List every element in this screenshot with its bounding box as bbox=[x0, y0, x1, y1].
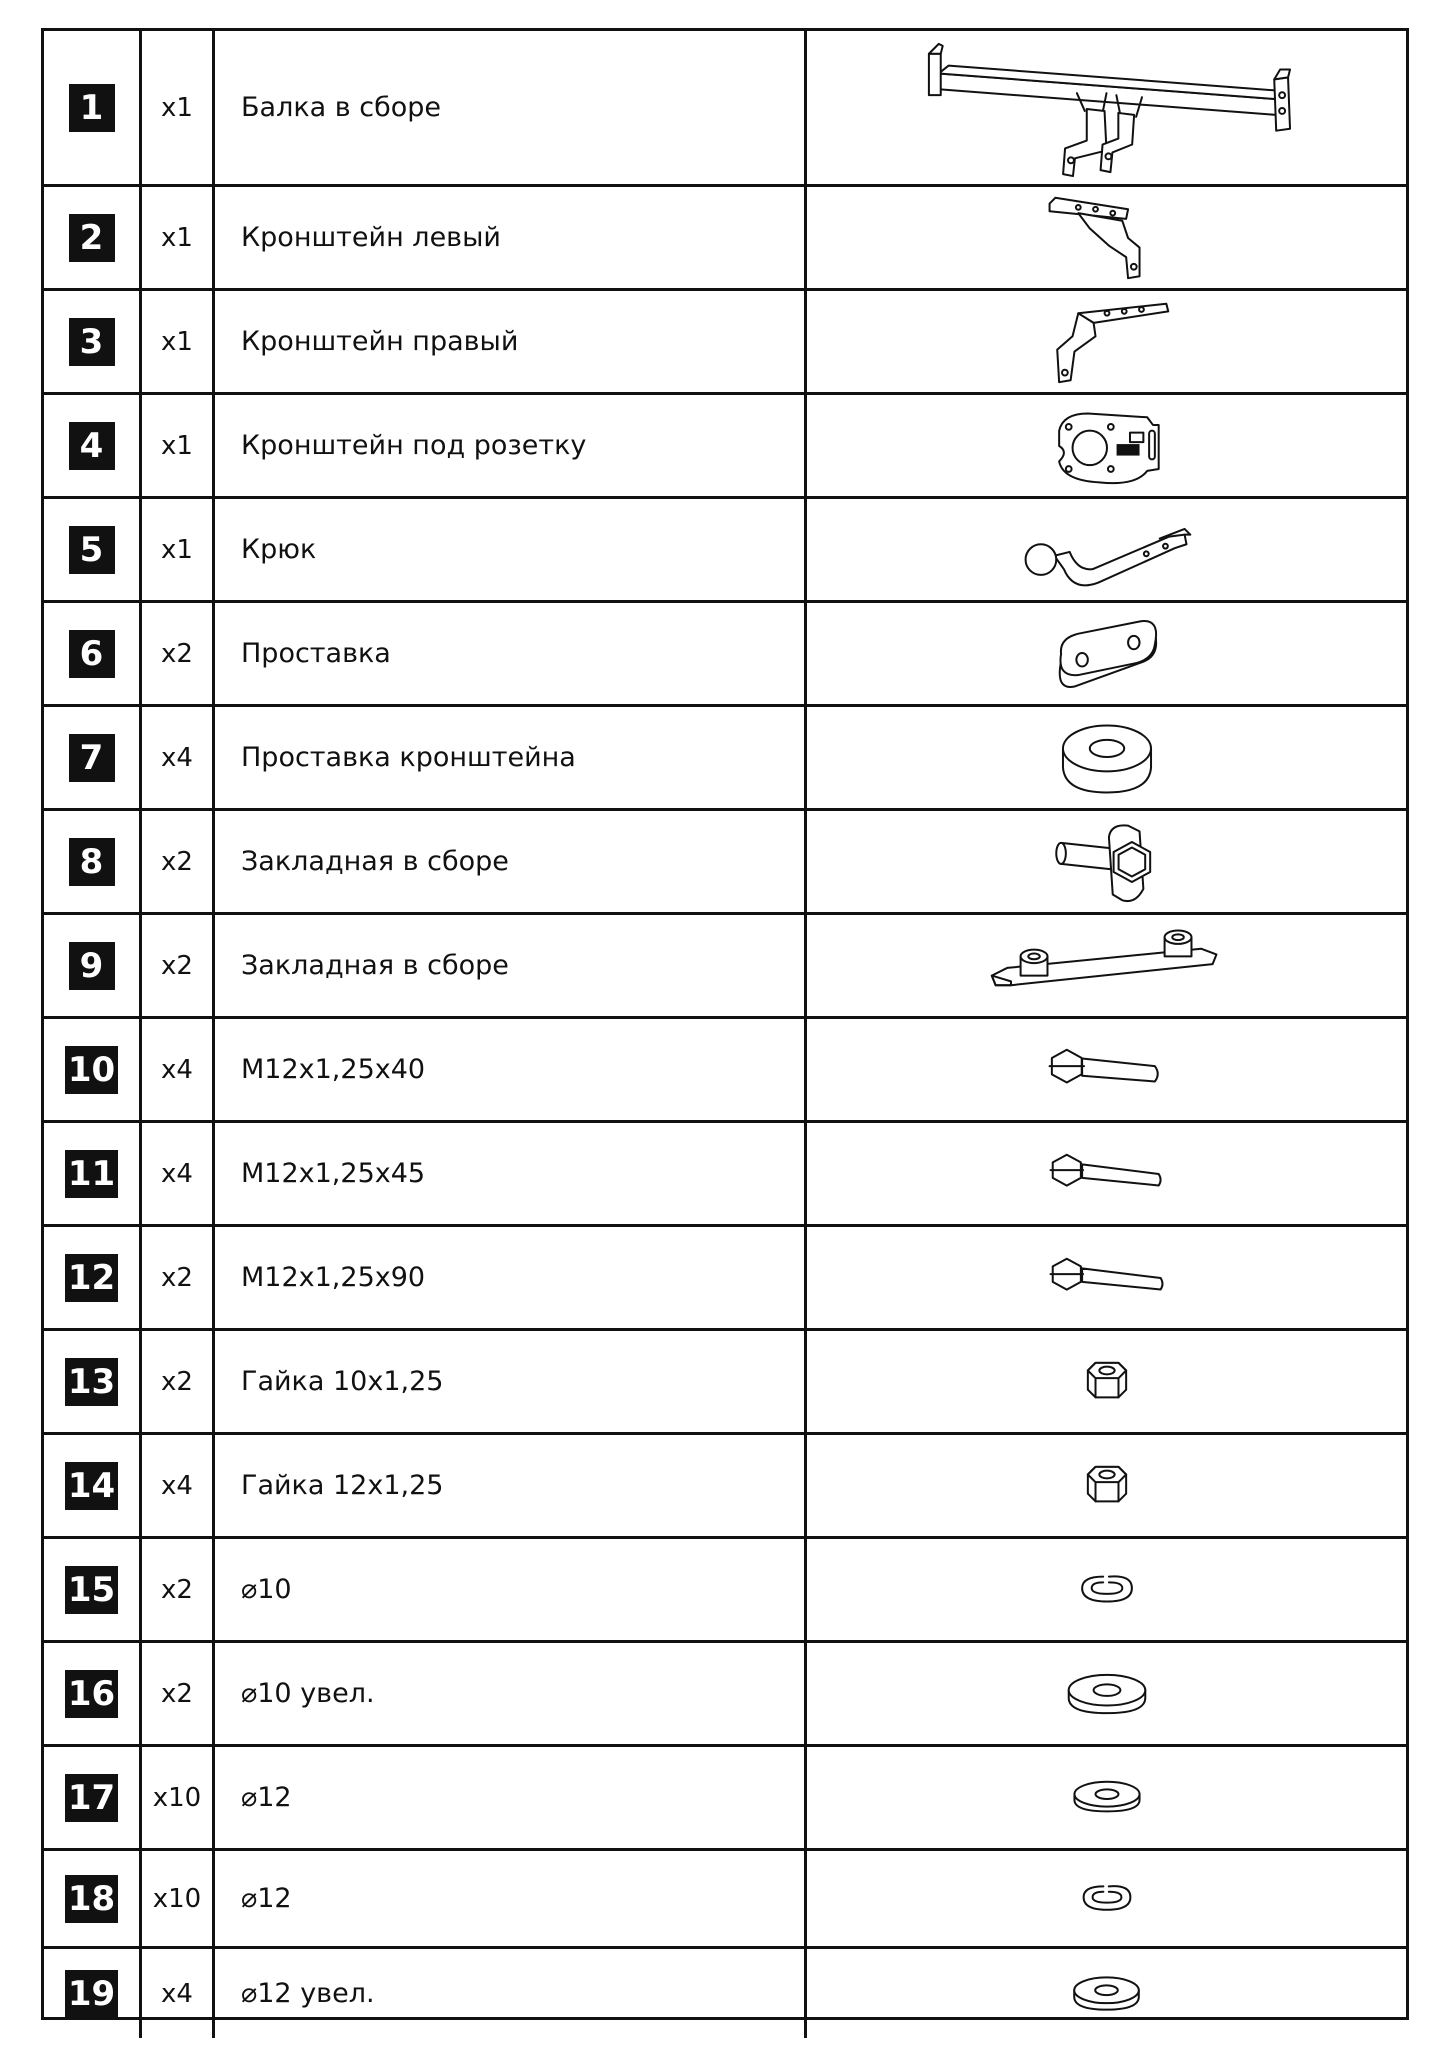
part-number: 15 bbox=[65, 1566, 118, 1614]
tow-hook-icon bbox=[1016, 502, 1198, 598]
part-name: М12х1,25х45 bbox=[215, 1123, 807, 1224]
part-name: Кронштейн правый bbox=[215, 291, 807, 392]
part-quantity: x4 bbox=[142, 707, 215, 808]
spring-washer-icon bbox=[1040, 1542, 1174, 1638]
part-row bbox=[44, 915, 1406, 1019]
part-quantity: x2 bbox=[142, 1539, 215, 1640]
part-number-cell bbox=[44, 1331, 142, 1432]
part-number: 6 bbox=[69, 630, 115, 678]
part-row bbox=[44, 1019, 1406, 1123]
part-number: 12 bbox=[65, 1254, 118, 1302]
part-number: 19 bbox=[65, 1970, 118, 2018]
part-number: 5 bbox=[69, 526, 115, 574]
part-quantity: x4 bbox=[142, 1123, 215, 1224]
part-name: ⌀10 увел. bbox=[215, 1643, 807, 1744]
part-row bbox=[44, 499, 1406, 603]
part-image-cell bbox=[807, 31, 1406, 184]
part-row bbox=[44, 31, 1406, 187]
embedded-bolt-assembly-icon bbox=[1040, 814, 1174, 910]
part-name: Гайка 12х1,25 bbox=[215, 1435, 807, 1536]
part-name: Гайка 10х1,25 bbox=[215, 1331, 807, 1432]
part-number-cell bbox=[44, 603, 142, 704]
bracket-spacer-icon bbox=[1040, 710, 1174, 806]
part-number: 9 bbox=[69, 942, 115, 990]
part-image-cell bbox=[807, 187, 1406, 288]
bolt-short-icon bbox=[1040, 1022, 1174, 1118]
part-number: 8 bbox=[69, 838, 115, 886]
part-number-cell bbox=[44, 1539, 142, 1640]
part-image-cell bbox=[807, 1331, 1406, 1432]
part-image-cell bbox=[807, 1227, 1406, 1328]
part-name: Закладная в сборе bbox=[215, 811, 807, 912]
part-image-cell bbox=[807, 499, 1406, 600]
part-image-cell bbox=[807, 1747, 1406, 1848]
part-image-cell bbox=[807, 811, 1406, 912]
part-row bbox=[44, 1851, 1406, 1949]
part-row bbox=[44, 603, 1406, 707]
part-name: Балка в сборе bbox=[215, 31, 807, 184]
part-row bbox=[44, 1949, 1406, 2038]
part-name: ⌀10 bbox=[215, 1539, 807, 1640]
part-name: Проставка bbox=[215, 603, 807, 704]
part-number-cell bbox=[44, 1123, 142, 1224]
spring-washer-icon bbox=[1044, 1854, 1170, 1944]
part-image-cell bbox=[807, 291, 1406, 392]
bolt-medium-icon bbox=[1040, 1126, 1174, 1222]
part-name: Крюк bbox=[215, 499, 807, 600]
part-name: Кронштейн левый bbox=[215, 187, 807, 288]
part-name: М12х1,25х40 bbox=[215, 1019, 807, 1120]
part-image-cell bbox=[807, 1539, 1406, 1640]
part-name: Кронштейн под розетку bbox=[215, 395, 807, 496]
part-image-cell bbox=[807, 1435, 1406, 1536]
part-quantity: x2 bbox=[142, 1331, 215, 1432]
embedded-plate-assembly-icon bbox=[982, 918, 1232, 1014]
part-number: 1 bbox=[69, 84, 115, 132]
part-name: ⌀12 bbox=[215, 1851, 807, 1946]
part-name: Закладная в сборе bbox=[215, 915, 807, 1016]
part-row bbox=[44, 1435, 1406, 1539]
large-washer-icon bbox=[1050, 1953, 1163, 2034]
part-quantity: x2 bbox=[142, 811, 215, 912]
part-quantity: x10 bbox=[142, 1851, 215, 1946]
part-quantity: x4 bbox=[142, 1019, 215, 1120]
part-image-cell bbox=[807, 395, 1406, 496]
part-image-cell bbox=[807, 1019, 1406, 1120]
part-number: 10 bbox=[65, 1046, 118, 1094]
part-quantity: x2 bbox=[142, 1643, 215, 1744]
part-row bbox=[44, 1747, 1406, 1851]
part-name: М12х1,25х90 bbox=[215, 1227, 807, 1328]
part-quantity: x2 bbox=[142, 1227, 215, 1328]
part-number-cell bbox=[44, 1643, 142, 1744]
part-image-cell bbox=[807, 1851, 1406, 1946]
part-row bbox=[44, 1539, 1406, 1643]
part-number: 18 bbox=[65, 1875, 118, 1923]
left-bracket-icon bbox=[1040, 190, 1174, 286]
part-name: ⌀12 bbox=[215, 1747, 807, 1848]
part-number-cell bbox=[44, 1949, 142, 2038]
part-row bbox=[44, 1331, 1406, 1435]
socket-bracket-icon bbox=[1040, 398, 1174, 494]
part-number-cell bbox=[44, 707, 142, 808]
part-number: 3 bbox=[69, 318, 115, 366]
part-number-cell bbox=[44, 187, 142, 288]
part-row bbox=[44, 291, 1406, 395]
part-image-cell bbox=[807, 603, 1406, 704]
part-number: 16 bbox=[65, 1670, 118, 1718]
part-quantity: x1 bbox=[142, 395, 215, 496]
part-name: Проставка кронштейна bbox=[215, 707, 807, 808]
part-image-cell bbox=[807, 1123, 1406, 1224]
part-number-cell bbox=[44, 1435, 142, 1536]
part-number: 13 bbox=[65, 1358, 118, 1406]
right-bracket-icon bbox=[1040, 294, 1174, 390]
part-number-cell bbox=[44, 1227, 142, 1328]
part-number-cell bbox=[44, 811, 142, 912]
part-row bbox=[44, 1227, 1406, 1331]
part-quantity: x4 bbox=[142, 1435, 215, 1536]
part-number: 17 bbox=[65, 1774, 118, 1822]
part-quantity: x2 bbox=[142, 603, 215, 704]
part-number-cell bbox=[44, 915, 142, 1016]
part-image-cell bbox=[807, 1949, 1406, 2038]
part-number-cell bbox=[44, 1747, 142, 1848]
bolt-long-icon bbox=[1040, 1230, 1174, 1326]
beam-assembly-icon bbox=[909, 34, 1304, 182]
flat-washer-icon bbox=[1040, 1750, 1174, 1846]
part-quantity: x2 bbox=[142, 915, 215, 1016]
part-quantity: x10 bbox=[142, 1747, 215, 1848]
part-name: ⌀12 увел. bbox=[215, 1949, 807, 2038]
part-number-cell bbox=[44, 1851, 142, 1946]
part-row bbox=[44, 811, 1406, 915]
part-number-cell bbox=[44, 291, 142, 392]
part-number-cell bbox=[44, 31, 142, 184]
part-row bbox=[44, 1643, 1406, 1747]
part-quantity: x4 bbox=[142, 1949, 215, 2038]
part-quantity: x1 bbox=[142, 499, 215, 600]
part-number-cell bbox=[44, 499, 142, 600]
part-number-cell bbox=[44, 1019, 142, 1120]
nut-icon bbox=[1040, 1438, 1174, 1534]
part-number: 11 bbox=[65, 1150, 118, 1198]
large-washer-icon bbox=[1040, 1646, 1174, 1742]
part-row bbox=[44, 395, 1406, 499]
nut-icon bbox=[1040, 1334, 1174, 1430]
part-number: 2 bbox=[69, 214, 115, 262]
part-row bbox=[44, 187, 1406, 291]
part-quantity: x1 bbox=[142, 31, 215, 184]
part-number: 14 bbox=[65, 1462, 118, 1510]
parts-table bbox=[41, 28, 1409, 2020]
part-quantity: x1 bbox=[142, 291, 215, 392]
part-image-cell bbox=[807, 1643, 1406, 1744]
spacer-plate-icon bbox=[1040, 606, 1174, 702]
part-row bbox=[44, 1123, 1406, 1227]
part-image-cell bbox=[807, 707, 1406, 808]
part-image-cell bbox=[807, 915, 1406, 1016]
part-quantity: x1 bbox=[142, 187, 215, 288]
part-number: 7 bbox=[69, 734, 115, 782]
part-number-cell bbox=[44, 395, 142, 496]
part-number: 4 bbox=[69, 422, 115, 470]
part-row bbox=[44, 707, 1406, 811]
